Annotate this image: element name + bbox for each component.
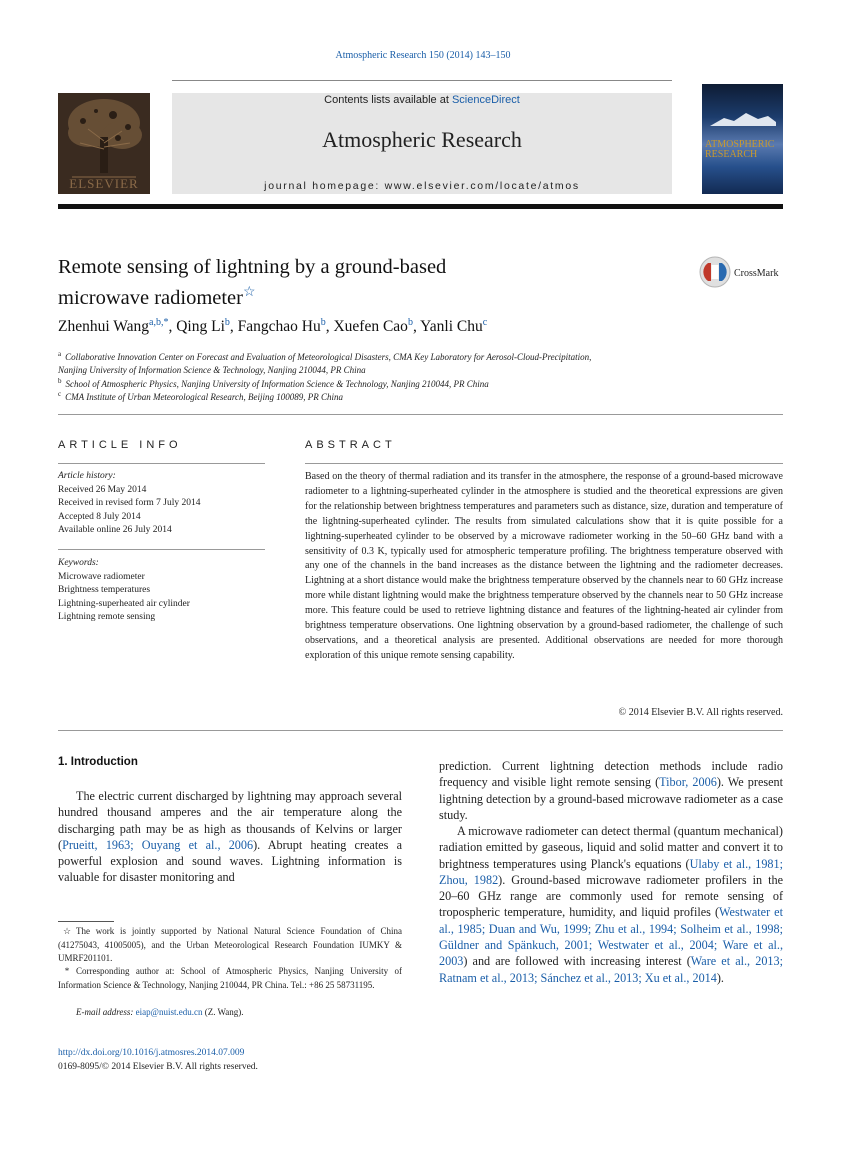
keyword-item: Lightning-superheated air cylinder [58,598,190,609]
doi-link[interactable]: http://dx.doi.org/10.1016/j.atmosres.2014.07.009 [58,1048,245,1058]
intro-paragraph [58,788,402,886]
funding-footnote [58,925,402,966]
affiliation-mark: b [58,377,62,385]
history-item: Received in revised form 7 July 2014 [58,498,201,508]
email-link[interactable]: eiap@nuist.edu.cn [135,1007,203,1017]
citation-link[interactable]: Ulaby et al., 1981; Zhou, 1982 [439,856,784,887]
issn-line: 0169-8095/© 2014 Elsevier B.V. All rights reserved. [58,1062,258,1072]
journal-homepage[interactable]: journal homepage: www.elsevier.com/locate/atmos [264,180,580,192]
body-text: ). Abrupt heating creates a powerful explosion and sound waves. Lightning information is valuable for disaster monitoring and [58,837,402,885]
author-affiliation-mark[interactable]: b [224,316,230,328]
citation-link[interactable]: Prueitt, 1963; Ouyang et al., 2006 [62,837,254,852]
email-footnote [58,1006,402,1020]
affiliation-text: Collaborative Innovation Center on Forecast and Evaluation of Meteorological Disasters, CMA Key Laboratory for Aerosol-Cloud-Precipitation, [65,352,592,362]
footnote-mark: ☆ [62,926,72,936]
section-rule [58,414,783,415]
mountain-icon [710,112,776,126]
author-name[interactable]: Fangchao Hu [237,318,321,335]
cover-title-line2: RESEARCH [705,149,758,160]
article-info-rule [58,463,265,464]
author-list [58,318,487,336]
citation-link[interactable]: Westwater et al., 1985; Duan and Wu, 1999; Zhu et al., 1994; Solheim et al., 1998; Güldner and Spänkuch, 2001; Westwater et al., 2004; Ware et al., 2003 [439,905,783,969]
author-separator: , [412,318,421,335]
section-heading: 1. Introduction [58,756,138,768]
keywords [58,557,268,625]
sciencedirect-link[interactable]: ScienceDirect [451,94,520,106]
author-separator: , [168,318,177,335]
article-title [58,254,598,311]
crossmark-icon[interactable] [699,256,731,288]
cover-title-line1: ATMOSPHERIC [705,139,775,150]
author-affiliation-mark[interactable]: b [320,316,326,328]
keyword-item: Brightness temperatures [58,585,151,595]
corresponding-footnote [58,965,402,992]
abstract-rule [305,463,783,464]
author-name[interactable]: Qing Li [176,318,225,335]
history-item: Accepted 8 July 2014 [58,511,141,522]
body-text: ). Ground-based microwave radiometer profilers in the 20–60 GHz range are commonly used for remote sensing of tropospheric temperature, humidity, and liquid profiles ( [439,872,783,920]
cover-title [705,140,774,160]
body-text: ). [716,970,724,985]
body-text: The electric current discharged by lightning may approach several hundred thousand amperes and the air temperature along the discharging path may be as high as thousands of Kelvins or larger ( [58,789,402,852]
footnote-rule [58,921,114,922]
article-info-rule [58,549,265,550]
header-thick-rule [58,204,783,209]
intro-paragraph-continued [439,758,783,823]
keyword-item: Lightning remote sensing [58,612,156,622]
affiliation-mark: a [58,350,62,358]
affiliation-text-cont: Nanjing University of Information Science & Technology, Nanjing 210044, PR China [58,365,366,375]
journal-masthead [172,93,672,194]
journal-cover[interactable] [702,84,783,194]
intro-paragraph [439,823,783,986]
keyword-item: Microwave radiometer [58,571,145,582]
abstract-copyright: © 2014 Elsevier B.V. All rights reserved. [618,707,783,718]
article-title-line2: microwave radiometer [58,286,243,309]
affiliation-text: School of Atmospheric Physics, Nanjing University of Information Science & Technology, Nanjing 210044, PR China [65,379,489,389]
header-rule [172,80,672,81]
title-footnote-star[interactable]: ☆ [242,285,256,300]
body-text: prediction. Current lightning detection methods include radio frequency and visible light remote sensing ( [439,759,783,790]
elsevier-logo[interactable] [58,93,150,194]
affiliation-mark: c [58,390,62,398]
author-affiliation-mark[interactable]: c [482,316,488,328]
affiliation-text: CMA Institute of Urban Meteorological Research, Beijing 100089, PR China [65,392,343,402]
footnote-text: Corresponding author at: School of Atmospheric Physics, Nanjing University of Information Science & Technology, Nanjing 210044, PR China. Tel.: +86 25 58731195. [58,966,402,990]
history-label: Article history: [58,471,116,481]
contents-line [172,94,672,106]
author-name[interactable]: Yanli Chu [420,318,483,335]
email-suffix: (Z. Wang). [202,1007,244,1017]
author-name[interactable]: Xuefen Cao [333,318,408,335]
article-title-line1: Remote sensing of lightning by a ground-based [58,256,447,278]
footnote-mark: * [64,966,70,976]
citation-link[interactable]: Tibor, 2006 [659,775,717,790]
body-text: A microwave radiometer can detect thermal (quantum mechanical) radiation emitted by gaseous, liquid and solid matter and convert it to brightness temperatures using Planck's equations ( [439,824,783,871]
article-info-heading: ARTICLE INFO [58,439,182,451]
history-item: Available online 26 July 2014 [58,525,172,535]
author-affiliation-mark[interactable]: a,b,* [149,316,169,328]
abstract-heading: ABSTRACT [305,439,396,451]
history-item: Received 26 May 2014 [58,484,147,495]
contents-prefix: Contents lists available at [324,94,452,106]
article-history [58,470,268,538]
body-text: ). We present lightning detection by a ground-based microwave radiometer as a case study. [439,775,783,822]
affiliation-a [58,348,788,377]
journal-title: Atmospheric Research [322,127,522,152]
author-separator: , [325,318,334,335]
journal-reference-link[interactable]: Atmospheric Research 150 (2014) 143–150 [335,50,511,61]
email-label: E-mail address: [76,1007,134,1017]
keywords-label: Keywords: [58,558,99,568]
body-text: ) and are followed with increasing interest ( [463,954,691,969]
crossmark-label[interactable]: CrossMark [734,268,779,279]
author-affiliation-mark[interactable]: b [407,316,413,328]
author-name[interactable]: Zhenhui Wang [58,318,150,335]
abstract-text: Based on the theory of thermal radiation and its transfer in the atmosphere, the response of a ground-based microwave radiometer to a lightning-superheated cylinder in the atmosphere is studied and the theoretical expressions are given for the relationship between brightness temperatures and parameters such as distance, size, duration and temperature of the lightning-superheated cylinder. The results from simulated calculations show that it is quite possible for a lightning-superheated cylinder to be observed by a microwave radiometer working in the 50–60 GHz band with a sensitivity of 0.3 K, typically used for atmospheric temperature profiling. The brightness temperature observed with any one of the channels in the band increases as the distance between the lightning and the radiometer decreases. Lightning at a short distance would make the brightness temperature observed by the channels near to 60 GHz increase more while distant lightning would make the brightness temperature observed by the channels near to 50 GHz increase more. This feature could be used to retrieve lightning distance and features of the lightning-heated air cylinder from brightness temperature observations. One lightning observation by a ground-based radiometer, the challenge of such observations, and a theoretical analysis are presented. Additional observations are needed for more thorough exploration of this unique remote sensing capability. [305,471,783,661]
affiliation-c [58,388,788,404]
elsevier-wordmark: ELSEVIER [69,176,139,191]
citation-link[interactable]: Ware et al., 2013; Ratnam et al., 2013; Sánchez et al., 2013; Xu et al., 2014 [439,954,783,985]
author-separator: , [229,318,238,335]
section-rule [58,730,783,731]
footnote-text: The work is jointly supported by National Natural Science Foundation of China (41275043, 41005005), and the Urban Meteorological Research Foundation IUMKY & UMRF201101. [58,926,402,963]
